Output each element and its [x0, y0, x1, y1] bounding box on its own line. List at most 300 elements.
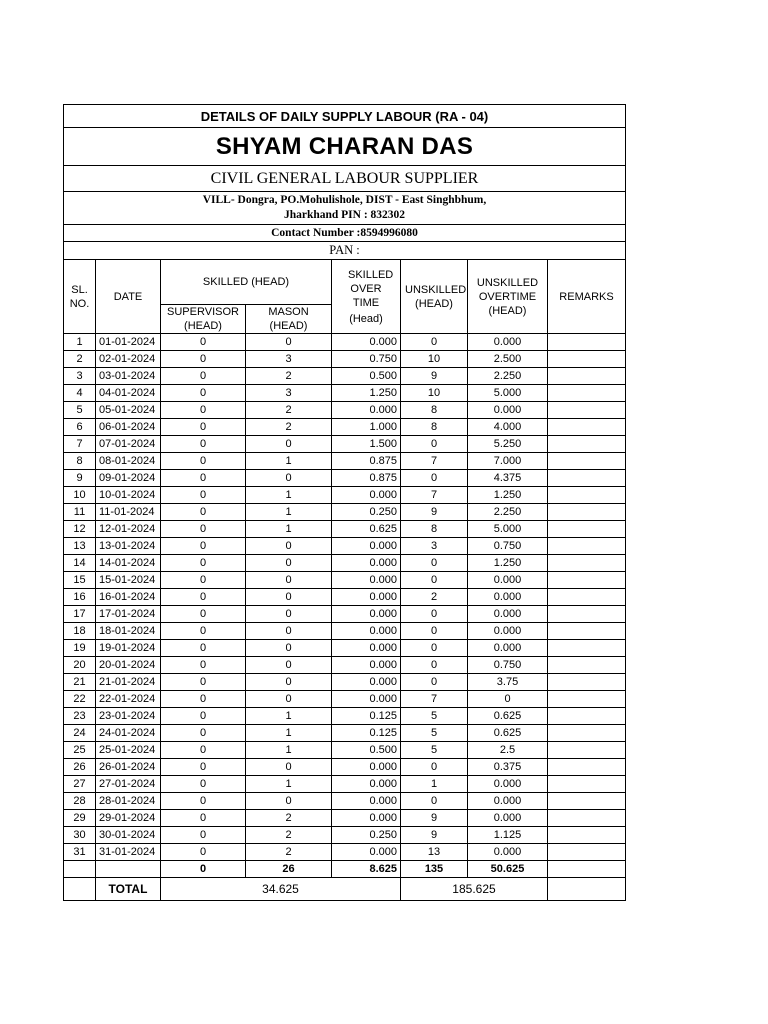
table-row	[64, 504, 626, 521]
cell-unskilled: 7	[401, 453, 468, 470]
cell-sl-no: 31	[64, 844, 96, 861]
cell-date: 19-01-2024	[96, 640, 161, 657]
cell-unskilled-overtime: 0.000	[468, 334, 548, 351]
table-row	[64, 623, 626, 640]
total-unskilled: 185.625	[401, 878, 548, 901]
cell-skilled-overtime: 0.000	[332, 810, 401, 827]
sheet-title: DETAILS OF DAILY SUPPLY LABOUR (RA - 04)	[64, 105, 626, 128]
cell-unskilled: 0	[401, 674, 468, 691]
cell-date: 08-01-2024	[96, 453, 161, 470]
cell-date: 06-01-2024	[96, 419, 161, 436]
cell-unskilled: 5	[401, 742, 468, 759]
cell-supervisor: 0	[161, 589, 246, 606]
cell-sl-no: 12	[64, 521, 96, 538]
cell-mason: 1	[246, 708, 332, 725]
cell-supervisor: 0	[161, 504, 246, 521]
cell-unskilled-overtime: 3.75	[468, 674, 548, 691]
cell-date: 13-01-2024	[96, 538, 161, 555]
cell-unskilled: 8	[401, 419, 468, 436]
table-row	[64, 657, 626, 674]
cell-sl-no: 30	[64, 827, 96, 844]
total-sl-empty	[64, 878, 96, 901]
cell-supervisor: 0	[161, 436, 246, 453]
cell-remarks	[548, 402, 626, 419]
cell-remarks	[548, 504, 626, 521]
col-skilled-overtime-label: SKILLED OVER TIME	[348, 268, 394, 309]
col-remarks: REMARKS	[548, 260, 626, 334]
cell-unskilled: 0	[401, 657, 468, 674]
cell-mason: 0	[246, 470, 332, 487]
cell-supervisor: 0	[161, 742, 246, 759]
supplier-address	[64, 192, 626, 225]
cell-skilled-overtime: 0.000	[332, 844, 401, 861]
col-skilled-head: SKILLED (HEAD)	[161, 260, 332, 305]
col-mason: MASON (HEAD)	[246, 305, 332, 334]
cell-unskilled-overtime: 0.750	[468, 657, 548, 674]
cell-supervisor: 0	[161, 776, 246, 793]
cell-supervisor: 0	[161, 759, 246, 776]
cell-mason: 0	[246, 691, 332, 708]
contact-number: Contact Number :8594996080	[64, 225, 626, 242]
cell-skilled-overtime: 0.875	[332, 453, 401, 470]
cell-remarks	[548, 776, 626, 793]
cell-mason: 1	[246, 725, 332, 742]
sum-date-empty	[96, 861, 161, 878]
table-row	[64, 640, 626, 657]
cell-remarks	[548, 640, 626, 657]
cell-date: 11-01-2024	[96, 504, 161, 521]
cell-mason: 0	[246, 657, 332, 674]
cell-unskilled: 0	[401, 572, 468, 589]
address-line-2: Jharkhand PIN : 832302	[283, 209, 406, 221]
cell-unskilled-overtime: 5.000	[468, 385, 548, 402]
cell-sl-no: 10	[64, 487, 96, 504]
cell-mason: 0	[246, 793, 332, 810]
cell-remarks	[548, 810, 626, 827]
cell-mason: 2	[246, 844, 332, 861]
cell-unskilled: 0	[401, 470, 468, 487]
cell-remarks	[548, 487, 626, 504]
cell-sl-no: 5	[64, 402, 96, 419]
cell-date: 22-01-2024	[96, 691, 161, 708]
cell-remarks	[548, 572, 626, 589]
sum-mason: 26	[246, 861, 332, 878]
cell-sl-no: 29	[64, 810, 96, 827]
cell-unskilled-overtime: 0.375	[468, 759, 548, 776]
sum-unskilled: 135	[401, 861, 468, 878]
cell-unskilled: 0	[401, 623, 468, 640]
cell-skilled-overtime: 0.000	[332, 555, 401, 572]
cell-unskilled-overtime: 0.625	[468, 725, 548, 742]
cell-supervisor: 0	[161, 810, 246, 827]
cell-sl-no: 8	[64, 453, 96, 470]
cell-remarks	[548, 436, 626, 453]
total-remarks-empty	[548, 878, 626, 901]
cell-sl-no: 18	[64, 623, 96, 640]
cell-mason: 1	[246, 504, 332, 521]
col-supervisor: SUPERVISOR (HEAD)	[161, 305, 246, 334]
cell-date: 28-01-2024	[96, 793, 161, 810]
cell-skilled-overtime: 0.250	[332, 504, 401, 521]
table-row	[64, 844, 626, 861]
cell-skilled-overtime: 0.125	[332, 725, 401, 742]
cell-unskilled-overtime: 1.250	[468, 487, 548, 504]
cell-unskilled-overtime: 0.000	[468, 572, 548, 589]
labour-sheet	[63, 104, 625, 901]
cell-unskilled-overtime: 2.500	[468, 351, 548, 368]
cell-unskilled: 7	[401, 487, 468, 504]
cell-skilled-overtime: 1.250	[332, 385, 401, 402]
cell-mason: 2	[246, 419, 332, 436]
total-label: TOTAL	[96, 878, 161, 901]
cell-remarks	[548, 844, 626, 861]
cell-supervisor: 0	[161, 470, 246, 487]
cell-remarks	[548, 691, 626, 708]
cell-supervisor: 0	[161, 453, 246, 470]
cell-skilled-overtime: 0.000	[332, 657, 401, 674]
pan-field: PAN :	[64, 242, 626, 260]
cell-sl-no: 21	[64, 674, 96, 691]
cell-remarks	[548, 606, 626, 623]
sum-skilled-overtime: 8.625	[332, 861, 401, 878]
cell-unskilled: 0	[401, 555, 468, 572]
table-row	[64, 674, 626, 691]
cell-remarks	[548, 708, 626, 725]
cell-mason: 0	[246, 623, 332, 640]
cell-unskilled: 8	[401, 402, 468, 419]
labour-table	[63, 104, 626, 901]
cell-supervisor: 0	[161, 385, 246, 402]
cell-skilled-overtime: 0.000	[332, 538, 401, 555]
cell-supervisor: 0	[161, 521, 246, 538]
cell-unskilled: 2	[401, 589, 468, 606]
table-row	[64, 810, 626, 827]
table-row	[64, 708, 626, 725]
table-row	[64, 453, 626, 470]
cell-unskilled: 10	[401, 385, 468, 402]
cell-remarks	[548, 674, 626, 691]
table-row	[64, 725, 626, 742]
cell-date: 09-01-2024	[96, 470, 161, 487]
cell-skilled-overtime: 0.000	[332, 793, 401, 810]
cell-unskilled-overtime: 5.250	[468, 436, 548, 453]
table-row	[64, 521, 626, 538]
table-row	[64, 776, 626, 793]
cell-unskilled: 0	[401, 759, 468, 776]
sum-unskilled-overtime: 50.625	[468, 861, 548, 878]
cell-unskilled: 0	[401, 436, 468, 453]
cell-sl-no: 22	[64, 691, 96, 708]
col-date: DATE	[96, 260, 161, 334]
cell-skilled-overtime: 1.000	[332, 419, 401, 436]
col-skilled-overtime	[332, 260, 401, 334]
cell-supervisor: 0	[161, 657, 246, 674]
cell-unskilled-overtime: 0.000	[468, 640, 548, 657]
cell-date: 25-01-2024	[96, 742, 161, 759]
cell-supervisor: 0	[161, 725, 246, 742]
cell-supervisor: 0	[161, 844, 246, 861]
cell-unskilled-overtime: 0.000	[468, 810, 548, 827]
table-row	[64, 555, 626, 572]
cell-unskilled-overtime: 0.000	[468, 776, 548, 793]
cell-date: 05-01-2024	[96, 402, 161, 419]
table-row	[64, 691, 626, 708]
cell-sl-no: 13	[64, 538, 96, 555]
cell-mason: 0	[246, 572, 332, 589]
cell-remarks	[548, 623, 626, 640]
cell-date: 18-01-2024	[96, 623, 161, 640]
table-row	[64, 385, 626, 402]
cell-mason: 0	[246, 589, 332, 606]
cell-date: 31-01-2024	[96, 844, 161, 861]
cell-unskilled-overtime: 0.000	[468, 606, 548, 623]
cell-sl-no: 1	[64, 334, 96, 351]
col-unskilled-overtime: UNSKILLED OVERTIME (HEAD)	[468, 260, 548, 334]
cell-skilled-overtime: 0.750	[332, 351, 401, 368]
cell-date: 16-01-2024	[96, 589, 161, 606]
cell-skilled-overtime: 0.625	[332, 521, 401, 538]
cell-date: 15-01-2024	[96, 572, 161, 589]
cell-sl-no: 27	[64, 776, 96, 793]
cell-remarks	[548, 657, 626, 674]
cell-unskilled: 8	[401, 521, 468, 538]
cell-sl-no: 11	[64, 504, 96, 521]
table-row	[64, 759, 626, 776]
cell-mason: 0	[246, 436, 332, 453]
cell-sl-no: 23	[64, 708, 96, 725]
cell-date: 26-01-2024	[96, 759, 161, 776]
table-row	[64, 436, 626, 453]
sum-supervisor: 0	[161, 861, 246, 878]
cell-unskilled-overtime: 0.000	[468, 589, 548, 606]
cell-date: 03-01-2024	[96, 368, 161, 385]
cell-unskilled: 13	[401, 844, 468, 861]
cell-skilled-overtime: 0.250	[332, 827, 401, 844]
cell-date: 04-01-2024	[96, 385, 161, 402]
cell-unskilled: 1	[401, 776, 468, 793]
cell-mason: 1	[246, 453, 332, 470]
cell-unskilled: 9	[401, 827, 468, 844]
cell-supervisor: 0	[161, 623, 246, 640]
table-row	[64, 793, 626, 810]
cell-unskilled: 9	[401, 504, 468, 521]
table-row	[64, 334, 626, 351]
col-unskilled: UNSKILLED (HEAD)	[401, 260, 468, 334]
cell-remarks	[548, 759, 626, 776]
cell-remarks	[548, 555, 626, 572]
cell-supervisor: 0	[161, 419, 246, 436]
table-row	[64, 742, 626, 759]
table-row	[64, 368, 626, 385]
cell-skilled-overtime: 0.000	[332, 589, 401, 606]
cell-sl-no: 28	[64, 793, 96, 810]
cell-supervisor: 0	[161, 827, 246, 844]
cell-supervisor: 0	[161, 334, 246, 351]
cell-unskilled-overtime: 0.750	[468, 538, 548, 555]
cell-remarks	[548, 793, 626, 810]
cell-mason: 3	[246, 385, 332, 402]
cell-sl-no: 3	[64, 368, 96, 385]
cell-unskilled: 0	[401, 640, 468, 657]
cell-mason: 0	[246, 606, 332, 623]
cell-skilled-overtime: 0.500	[332, 742, 401, 759]
cell-supervisor: 0	[161, 691, 246, 708]
cell-date: 10-01-2024	[96, 487, 161, 504]
cell-sl-no: 9	[64, 470, 96, 487]
cell-mason: 3	[246, 351, 332, 368]
cell-remarks	[548, 385, 626, 402]
cell-date: 12-01-2024	[96, 521, 161, 538]
cell-mason: 0	[246, 334, 332, 351]
cell-mason: 0	[246, 538, 332, 555]
cell-mason: 2	[246, 368, 332, 385]
cell-unskilled: 0	[401, 606, 468, 623]
cell-unskilled-overtime: 0.000	[468, 844, 548, 861]
cell-remarks	[548, 351, 626, 368]
cell-supervisor: 0	[161, 555, 246, 572]
cell-remarks	[548, 742, 626, 759]
table-row	[64, 538, 626, 555]
cell-unskilled: 9	[401, 810, 468, 827]
table-row	[64, 572, 626, 589]
cell-skilled-overtime: 0.000	[332, 402, 401, 419]
cell-supervisor: 0	[161, 572, 246, 589]
cell-sl-no: 14	[64, 555, 96, 572]
cell-skilled-overtime: 0.000	[332, 776, 401, 793]
cell-unskilled-overtime: 5.000	[468, 521, 548, 538]
cell-date: 27-01-2024	[96, 776, 161, 793]
cell-remarks	[548, 725, 626, 742]
cell-supervisor: 0	[161, 351, 246, 368]
cell-unskilled-overtime: 2.5	[468, 742, 548, 759]
sum-sl-empty	[64, 861, 96, 878]
cell-unskilled: 7	[401, 691, 468, 708]
cell-skilled-overtime: 0.125	[332, 708, 401, 725]
cell-skilled-overtime: 0.000	[332, 334, 401, 351]
total-skilled: 34.625	[161, 878, 401, 901]
cell-date: 20-01-2024	[96, 657, 161, 674]
cell-unskilled: 0	[401, 334, 468, 351]
cell-unskilled-overtime: 0.000	[468, 793, 548, 810]
supplier-type: CIVIL GENERAL LABOUR SUPPLIER	[64, 166, 626, 192]
cell-date: 07-01-2024	[96, 436, 161, 453]
cell-remarks	[548, 521, 626, 538]
cell-remarks	[548, 827, 626, 844]
cell-skilled-overtime: 0.000	[332, 674, 401, 691]
cell-unskilled-overtime: 0	[468, 691, 548, 708]
cell-sl-no: 17	[64, 606, 96, 623]
cell-unskilled-overtime: 2.250	[468, 504, 548, 521]
cell-sl-no: 24	[64, 725, 96, 742]
cell-skilled-overtime: 0.000	[332, 572, 401, 589]
cell-unskilled: 3	[401, 538, 468, 555]
cell-mason: 1	[246, 521, 332, 538]
cell-unskilled-overtime: 0.000	[468, 623, 548, 640]
cell-date: 30-01-2024	[96, 827, 161, 844]
cell-sl-no: 16	[64, 589, 96, 606]
cell-date: 29-01-2024	[96, 810, 161, 827]
cell-supervisor: 0	[161, 606, 246, 623]
cell-skilled-overtime: 0.000	[332, 606, 401, 623]
cell-supervisor: 0	[161, 793, 246, 810]
cell-sl-no: 25	[64, 742, 96, 759]
cell-remarks	[548, 538, 626, 555]
table-row	[64, 589, 626, 606]
cell-unskilled: 10	[401, 351, 468, 368]
cell-unskilled: 0	[401, 793, 468, 810]
cell-mason: 2	[246, 827, 332, 844]
sum-remarks-empty	[548, 861, 626, 878]
cell-sl-no: 19	[64, 640, 96, 657]
cell-unskilled-overtime: 4.375	[468, 470, 548, 487]
cell-unskilled: 9	[401, 368, 468, 385]
cell-supervisor: 0	[161, 538, 246, 555]
cell-unskilled-overtime: 7.000	[468, 453, 548, 470]
cell-skilled-overtime: 0.875	[332, 470, 401, 487]
cell-mason: 2	[246, 402, 332, 419]
cell-mason: 0	[246, 674, 332, 691]
cell-remarks	[548, 368, 626, 385]
cell-supervisor: 0	[161, 674, 246, 691]
cell-remarks	[548, 470, 626, 487]
cell-mason: 1	[246, 487, 332, 504]
cell-unskilled-overtime: 1.125	[468, 827, 548, 844]
cell-skilled-overtime: 1.500	[332, 436, 401, 453]
cell-skilled-overtime: 0.000	[332, 487, 401, 504]
cell-unskilled: 5	[401, 708, 468, 725]
cell-unskilled-overtime: 0.625	[468, 708, 548, 725]
cell-date: 23-01-2024	[96, 708, 161, 725]
cell-mason: 0	[246, 759, 332, 776]
cell-date: 14-01-2024	[96, 555, 161, 572]
cell-mason: 2	[246, 810, 332, 827]
cell-sl-no: 2	[64, 351, 96, 368]
cell-remarks	[548, 589, 626, 606]
table-row	[64, 402, 626, 419]
total-row	[64, 878, 626, 901]
table-row	[64, 351, 626, 368]
cell-mason: 1	[246, 742, 332, 759]
cell-sl-no: 7	[64, 436, 96, 453]
col-sl-no: SL. NO.	[64, 260, 96, 334]
col-skilled-overtime-unit: (Head)	[349, 312, 383, 325]
cell-unskilled: 5	[401, 725, 468, 742]
cell-sl-no: 4	[64, 385, 96, 402]
cell-date: 02-01-2024	[96, 351, 161, 368]
cell-skilled-overtime: 0.000	[332, 759, 401, 776]
cell-date: 21-01-2024	[96, 674, 161, 691]
cell-supervisor: 0	[161, 402, 246, 419]
cell-supervisor: 0	[161, 487, 246, 504]
cell-supervisor: 0	[161, 640, 246, 657]
address-line-1: VILL- Dongra, PO.Mohulishole, DIST - East Singhbhum,	[202, 194, 487, 206]
cell-skilled-overtime: 0.500	[332, 368, 401, 385]
table-row	[64, 470, 626, 487]
cell-unskilled-overtime: 0.000	[468, 402, 548, 419]
supplier-name: SHYAM CHARAN DAS	[64, 128, 626, 166]
table-row	[64, 827, 626, 844]
cell-sl-no: 15	[64, 572, 96, 589]
cell-remarks	[548, 334, 626, 351]
cell-date: 01-01-2024	[96, 334, 161, 351]
cell-sl-no: 6	[64, 419, 96, 436]
cell-supervisor: 0	[161, 368, 246, 385]
table-row	[64, 487, 626, 504]
cell-skilled-overtime: 0.000	[332, 623, 401, 640]
cell-date: 24-01-2024	[96, 725, 161, 742]
cell-mason: 1	[246, 776, 332, 793]
table-row	[64, 419, 626, 436]
